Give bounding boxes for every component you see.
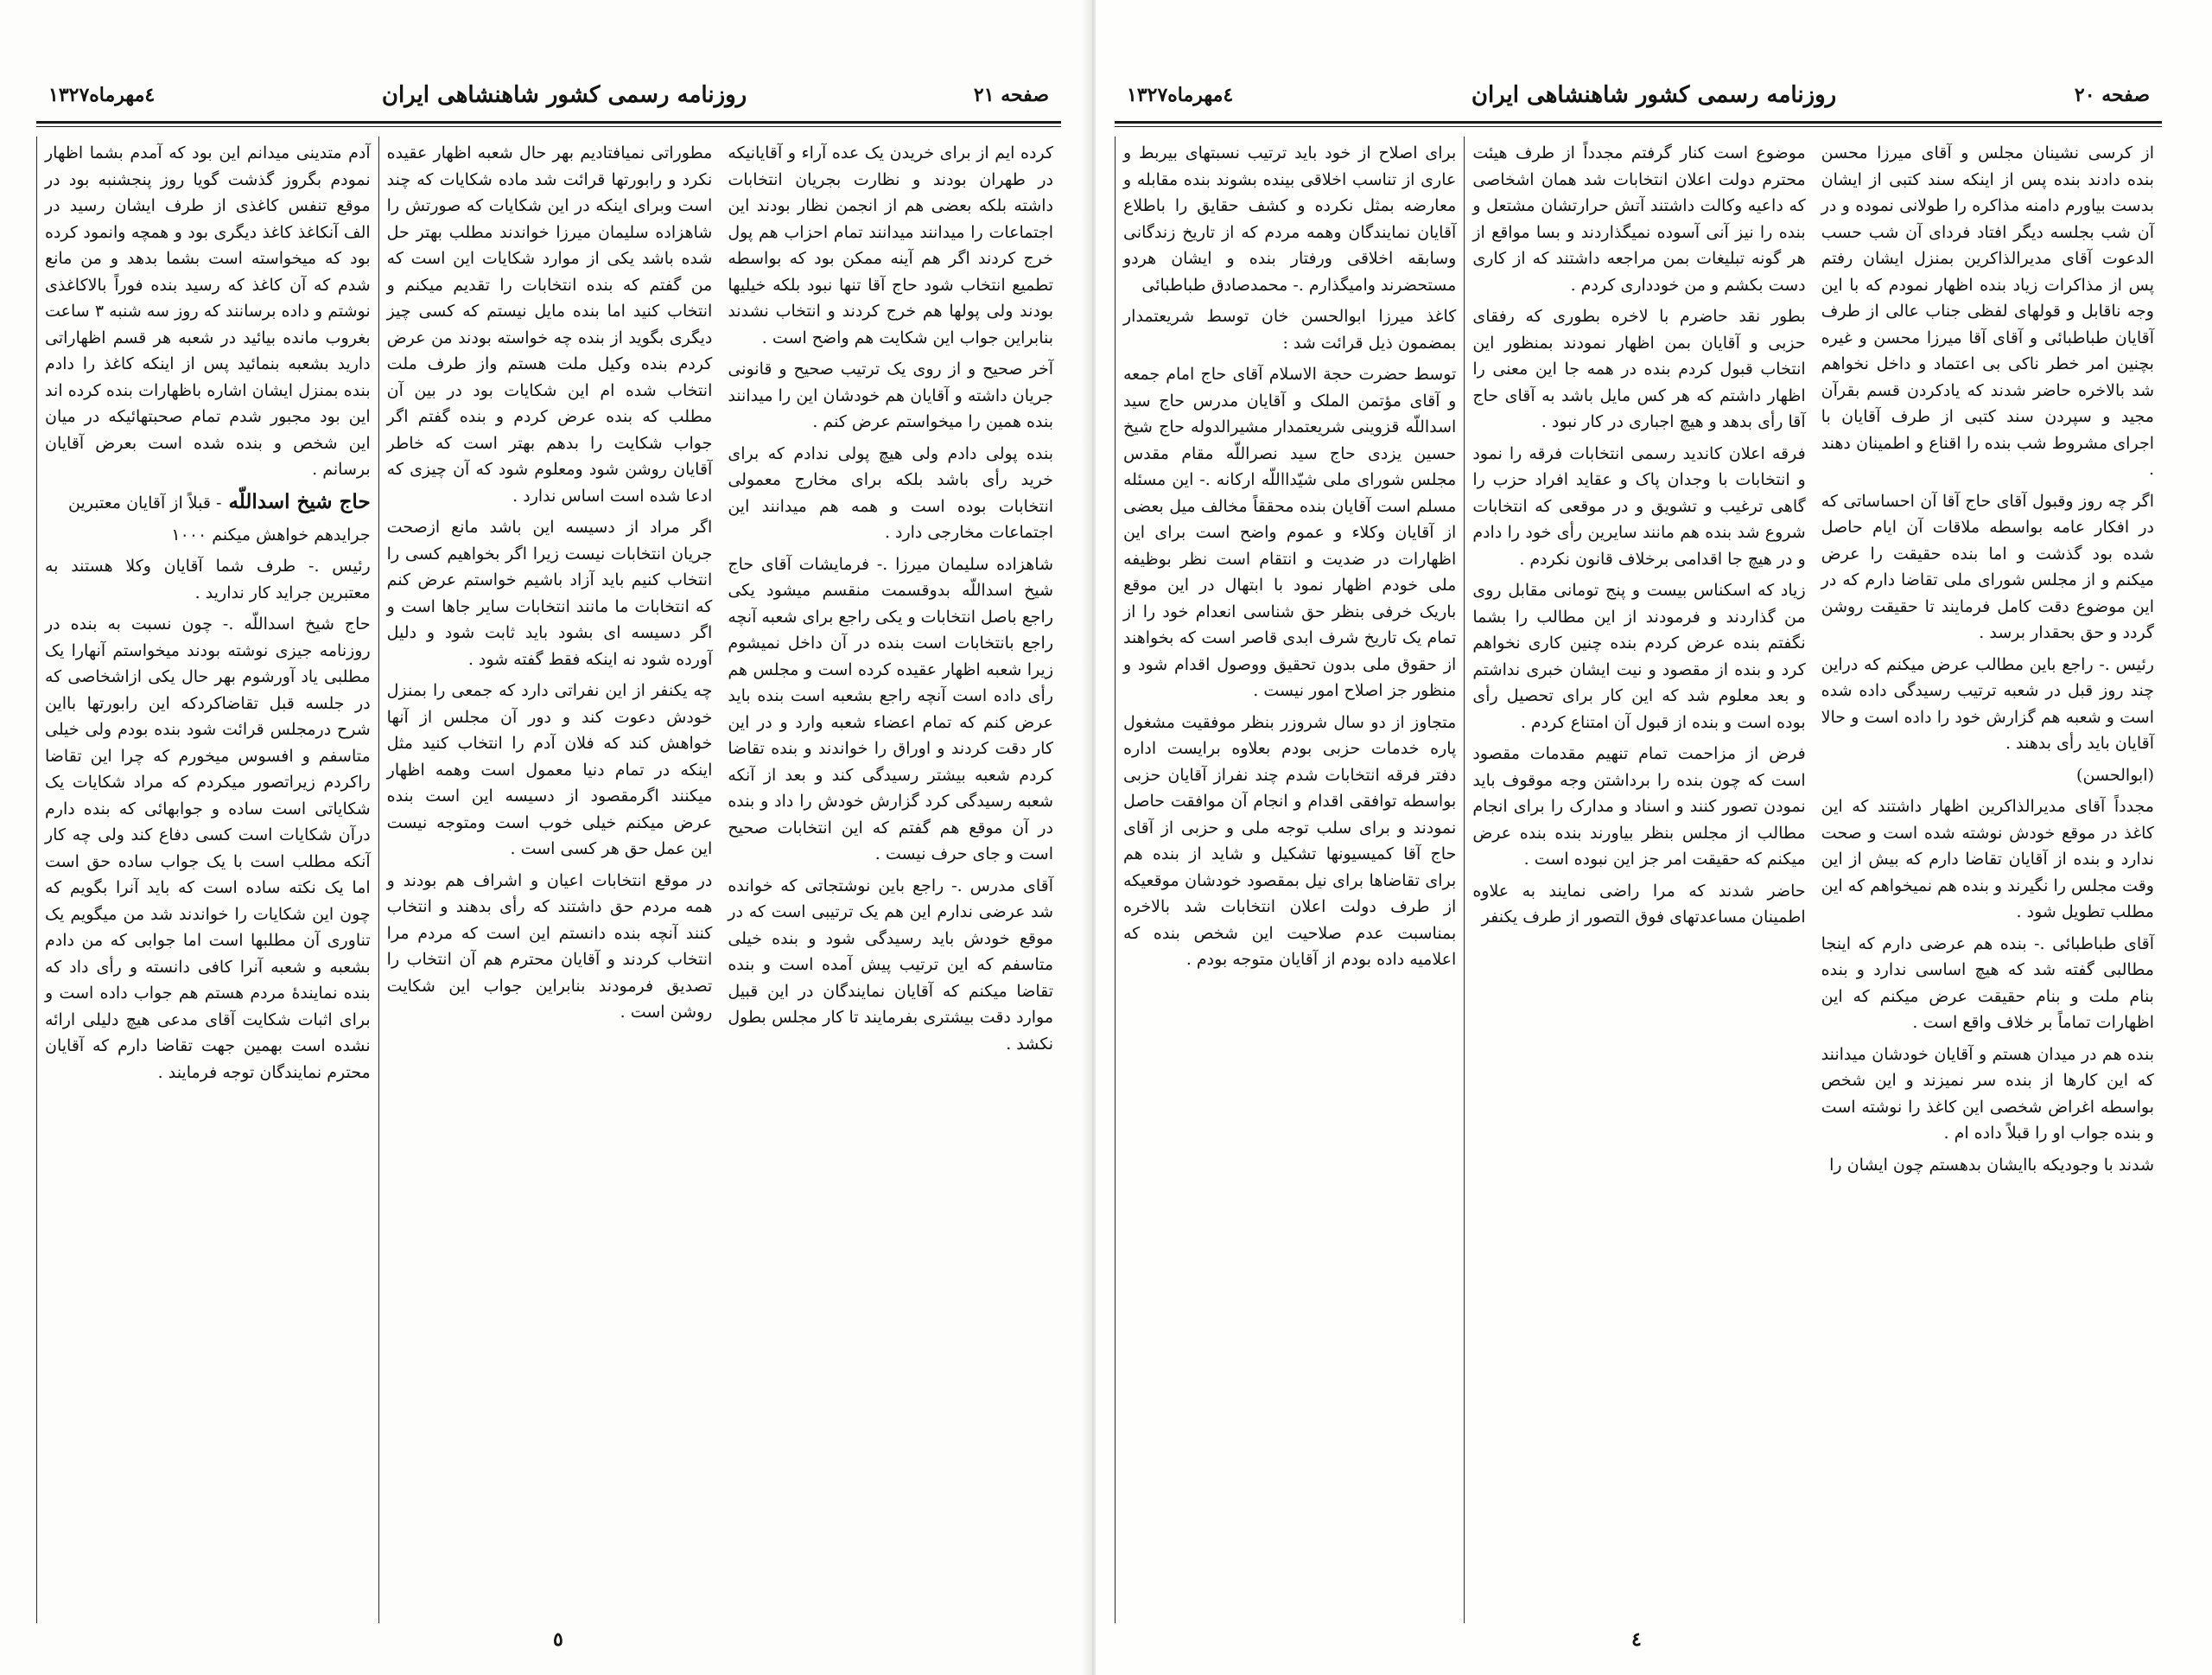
left-page-folio: ٥ (553, 1628, 563, 1651)
paragraph: رئیس .- طرف شما آقایان وکلا هستند به معتبرین جراید کار ندارید . (45, 557, 371, 602)
left-page-header (36, 71, 1061, 119)
paragraph: بطور نقد حاضرم با لاخره بطوری که رفقای حزبی و آقایان بمن اظهار نمودند بمنظور این انتخاب قبول کردم بنده در همه جا این معنی را اظهار داشتم که هر کس مایل باشد به آقای حاج آقا رأی بدهد و هیچ اجباری در کار نبود . (1472, 307, 1806, 431)
paragraph: اگر مراد از دسیسه این باشد مانع ازصحت جریان انتخابات نیست زیرا اگر بخواهیم کسی را انتخاب کنیم باید آزاد باشیم خواستم عرض کنم که انتخابات ما مانند انتخابات سایر جاها است و اگر دسیسه ای بشود باید ثابت شود و دلیل آورده شود نه اینکه فقط گفته شود . (386, 518, 713, 669)
paragraph: چه یکنفر از این نفراتی دارد که جمعی را بمنزل خودش دعوت کند و دور آن مجلس از آنها خواهش کند که فلان آدم را انتخاب کنید مثل اینکه در تمام دنیا معمول است وهمه اظهار میکنند اگرمقصود از دسیسه این است بنده عرض میکنم خیلی خوب است ومتوجه نیست این عمل حق هر کسی است . (386, 681, 713, 858)
paragraph: شدند با وجودیکه باایشان بدهستم چون ایشان را (1829, 1155, 2154, 1175)
speaker-heading (45, 488, 371, 517)
paragraph: زیاد که اسکناس بیست و پنج تومانی مقابل روی من گذاردند و فرمودند از این مطالب را بشما نگفتم بنده عرض کردم بنده چنین کاری نخواهم کرد و بنده از مقصود و نیت ایشان خبری نداشتم و بعد معلوم شد که این کار برای تحصیل رأی بوده است و بنده از قبول آن امتناع کردم . (1472, 581, 1806, 732)
right-page-folio: ٤ (1631, 1628, 1642, 1651)
paragraph: اگر چه روز وقبول آقای حاج آقا آن احساساتی که در افکار عامه بواسطه ملاقات آن ایام حاصل شده بود گذشت و اما بنده حقیقت را عرض میکنم و از مجلس شورای ملی تقاضا دارم که در این موضوع دقت کامل فرمایند تا حقیقت روشن گردد و حق بحقدار برسد . (1821, 491, 2154, 642)
paragraph: کاغذ میرزا ابوالحسن خان توسط شریعتمدار بمضمون ذیل قرائت شد : (1123, 307, 1457, 353)
paragraph: در موقع انتخابات اعیان و اشراف هم بودند و همه مردم حق داشتند که رأی بدهند و انتخاب کنند آنچه بنده دانستم این است که مردم مرا انتخاب کردند و آقایان محترم هم آن انتخاب را تصدیق فرمودند بنابراین جواب این شکایت روشن است . (386, 870, 713, 1022)
paragraph: موضوع است کنار گرفتم مجدداً از طرف هیئت محترم دولت اعلان انتخابات شد همان اشخاصی که داعیه وکالت داشتند آتش حرارتشان مشتعل و بنده را نیز آنی آسوده نمیگذاردند و بسا مواقع از هر گونه تبلیغات بمن مراجعه داشتند که از کاری دست بکشم و من خودداری کردم . (1472, 143, 1806, 295)
paragraph: از کرسی نشینان مجلس و آقای میرزا محسن بنده دادند بنده پس از اینکه سند کتبی از ایشان بدست بیاورم دامنه مذاکره را طولانی نموده و در آن شب بجلسه دیگر افتاد فردای آن شب حسب الدعوت آقای مدیرالذاکرین بمنزل ایشان رفتم پس از مذاکرات زیاد بنده اظهار نمودم که با این وجه ناقابل و قولهای لفظی جناب عالی از طرف آقایان طباطبائی و آقای آقا میرزا محسن و غیره بچنین امر خطر ناکی بی اعتماد و داخل نخواهم شد بالاخره حاضر شدند که یادکردن قسم بقرآن مجید و سپردن سند کتبی از طرف آقایان با اجرای مشروط شب بنده را اقناع و اطمینان دهند . (1821, 143, 2154, 479)
paragraph: جرایدهم خواهش میکنم ۱۰۰۰ (171, 525, 371, 545)
paragraph: حاضر شدند که مرا راضی نمایند به علاوه اطمینان مساعدتهای فوق التصور از طرف یکنفر (1472, 881, 1806, 927)
right-column-3 (1814, 137, 2162, 1623)
left-page (0, 0, 1090, 1675)
right-header-rule-thin (1115, 126, 2162, 127)
right-column-2 (1464, 137, 1813, 1623)
paragraph: آقای طباطبائی .- بنده هم عرضی دارم که اینجا مطالبی گفته شد که هیچ اساسی ندارد و بنده بنام ملت و بنام حقیقت عرض میکنم که این اظهارات تماماً بر خلاف واقع است . (1821, 933, 2154, 1032)
right-column-1 (1115, 137, 1464, 1623)
paragraph: متجاوز از دو سال شروزر بنظر موفقیت مشغول پاره خدمات حزبی بودم بعلاوه برایست اداره دفتر فرقه انتخابات شدم چند نفراز آقایان حزبی بواسطه توافقی اقدام و انجام آن موافقت حاصل نمودند و برای سلب توجه ملی و حزبی از آقای حاج آقا کمیسیونها تشکیل و شاید از بنده هم برای تقاضاها برای نیل بمقصود خودشان موقعیکه از طرف دولت اعلان انتخابات شد بالاخره بمناسبت عدم صلاحیت این شخص بنده که اعلامیه داده بودم از آقایان متوجه بودم . (1123, 712, 1457, 969)
paragraph: بنده هم در میدان هستم و آقایان خودشان میدانند که این کارها از بنده سر نمیزند و این شخص بواسطه اغراض شخصی این کاغذ را نوشته است و بنده جواب او را قبلاً داده ام . (1821, 1044, 2154, 1143)
left-header-title: روزنامه رسمی کشور شاهنشاهی ایران (381, 82, 747, 108)
paragraph: برای اصلاح از خود باید ترتیب نسبتهای بیربط و عاری از تناسب اخلاقی بینده بشوند بنده مقابله و معارضه بمثل نکرده و کشف حقایق را باطلاع آقایان نمایندگان وهمه مردم که از تاریخ زندگانی وسابقه اخلاقی ورفتار بنده و ایشان هردو مستحضرند وامیگذارم .- محمدصادق طباطبائی (1123, 143, 1457, 295)
right-page (1096, 0, 2212, 1675)
paragraph: فرقه اعلان کاندید رسمی انتخابات فرقه را نمود و انتخابات با وجدان پاک و عقاید افراد حزب را گاهی ترغیب و تشویق و در موقعی که انتخابات شروع شد بنده هم مانند سایرین رأی خود را دادم و در هیچ جا اقدامی برخلاف قانون نکردم . (1472, 443, 1806, 569)
left-column-1 (36, 137, 378, 1623)
right-header-rule (1115, 121, 2162, 124)
left-header-date: ٤مهرماه١٣٢٧ (48, 84, 156, 106)
paragraph: شاهزاده سلیمان میرزا .- فرمایشات آقای حاج شیخ اسداللّه بدوقسمت منقسم میشود یکی راجع باصل انتخابات و یکی راجع برای شعبه آنچه راجع بانتخابات است بنده در آن داخل نمیشوم زیرا شعبه اظهار عقیده کرده است و مجلس هم رأی داده است آنچه راجع بشعبه است بنده باید عرض کنم که تمام اعضاء شعبه وارد و در این کار دقت کردند و اوراق را خواندند و بنده تقاضا کردم شعبه بیشتر رسیدگی کند و بعد از آنکه شعبه رسیدگی کرد گزارش خودش را داد و بنده در آن موقع هم گفتم که این انتخابات صحیح است و جای حرف نیست . (728, 554, 1054, 863)
paragraph: مطوراتی نمیافتادیم بهر حال شعبه اظهار عقیده نکرد و رابورتها قرائت شد ماده شکایات که چند است وبرای اینکه در این شکایات که صورتش را شاهزاده سلیمان میرزا خواندند مطلب بهتر حل شده باشد یکی از موارد شکایات این است که من گفتم که بنده انتخابات را تقدیم میکنم و انتخاب کنید اما بنده مایل نیستم که کسی چیز دیگری بگوید از بنده چه خواسته بودند من عرض کردم بنده وکیل ملت هستم واز طرف ملت انتخاب شده ام این شکایات بود در بین آن مطلب که بنده عرض کردم و بنده گفتم اگر جواب شکایت را بدهم بهتر است که خاطر آقایان روشن شود ومعلوم شود که آن چیزی که ادعا شده است اساس ندارد . (386, 143, 713, 506)
paragraph: مجدداً آقای مدیرالذاکرین اظهار داشتند که این کاغذ در موقع خودش نوشته شده است و صحت ندارد و بنده از آقایان تقاضا دارم که بیش از این وقت مجلس را نگیرند و بنده هم نمیخواهم که این مطلب تطویل شود . (1821, 797, 2154, 921)
paragraph: رئیس .- راجع باین مطالب عرض میکنم که دراین چند روز قبل در شعبه ترتیب رسیدگی داده شده است و شعبه هم گزارش خود را داده است و حالا آقایان باید رأی بدهند . (1821, 654, 2154, 753)
right-columns (1115, 137, 2162, 1623)
left-header-rule-thin (36, 126, 1061, 127)
paragraph: بنده پولی دادم ولی هیچ پولی ندادم که برای خرید رأی باشد بلکه برای مخارج معمولی انتخابات بوده است و همه هم میدانند این اجتماعات مخارجی دارد . (728, 443, 1054, 542)
speaker-name: حاج شیخ اسداللّه (228, 489, 371, 513)
paragraph: آقای مدرس .- راجع باین نوشتجاتی که خوانده شد عرضی ندارم این هم یک ترتیبی است که در موقع خودش باید رسیدگی شود و بنده خیلی متاسفم که این ترتیب پیش آمده است و بنده تقاضا میکنم که آقایان نمایندگان در این قبیل موارد دقت بیشتری بفرمایند تا کار مجلس بطول نکشد . (728, 876, 1054, 1054)
left-columns (36, 137, 1061, 1623)
paragraph: فرض از مزاحمت تمام تنهیم مقدمات مقصود است که چون بنده را برداشتن وجه موقوف باید نمودن تصور کنند و اسناد و مدارک را برای انجام مطالب از مجلس بنظر بیاورند بنده بنده عرض میکنم که حقیقت امر جز این نبوده است . (1472, 744, 1806, 869)
right-page-header (1115, 71, 2162, 119)
paragraph: کرده ایم از برای خریدن یک عده آراء و آقایانیکه در طهران بودند و نظارت بجریان انتخابات داشته بلکه بعضی هم از انجمن نظار بودند این اجتماعات را میدانند میدانند تمام احزاب هم پول خرج کردند اگر هم آینه ممکن بود که بواسطه تطمیع انتخاب شود حاج آقا تنها نبود بلکه خیلیها بودند ولی پولها هم خرج کردند و انتخاب نشدند بنابراین جواب این شکایت هم واضح است . (728, 143, 1054, 347)
left-column-3 (720, 137, 1061, 1623)
left-header-page-label: صفحه ۲۱ (973, 84, 1049, 106)
right-header-title: روزنامه رسمی کشور شاهنشاهی ایران (1471, 82, 1837, 108)
speaker-heading-text: - قبلاً از آقایان معتبرین (68, 493, 222, 513)
signature-line: (ابوالحسن) (2076, 765, 2154, 785)
paragraph: آخر صحیح و از روی یک ترتیب صحیح و قانونی جریان داشته و آقایان هم خودشان این را میدانند بنده همین را میخواستم عرض کنم . (728, 360, 1054, 431)
paragraph: توسط حضرت حجة الاسلام آقای حاج امام جمعه و آقای مؤتمن الملک و آقایان مدرس حاج سید اسداللّه قزوینی شریعتمدار مشیرالدوله حاج شیخ حسین یزدی حاج سید نصراللّه مقام مقدس مجلس شورای ملی شیّدااللّه ارکانه .- این مسئله مسلم است آقایان بنده محققاً مخالف میل بعضی از آقایان وکلاء و عموم واضح است برای این اظهارات در ضدیت و انتقام است نظر بوظیفه ملی خودم اظهار نمود با ابتهال در این موقع باریک خرفی بنظر حق شناسی انعدام خود را از تمام یک تاریخ شرف ابدی قاصر است که بخواهند از حقوق ملی بدون تحقیق ووصول اقدام شود و منظور جز اصلاح امور نیست . (1123, 365, 1457, 700)
paragraph: آدم متدینی میدانم این بود که آمدم بشما اظهار نمودم بگروز گذشت گویا روز پنجشنبه بود در موقع تنفس کاغذی از طرف ایشان رسید در الف آنکاغذ کاغذ دیگری بود و همچه وانمود کرده بود که میخواسته است بشما بدهد و من مانع شدم که آن کاغذ که رسید بنده فوراً بالاکاغذی نوشتم و داده برسانند که روز سه شنبه ۳ ساعت بغروب مانده بیائید در شعبه هر قسم اظهاراتی دارید بشعبه بنمائید پس از اینکه کاغذ را دادم بنده بمنزل ایشان اشاره باظهارات بنده کرده اند این بود مجبور شدم تمام صحبتهائیکه در میان این شخص و بنده شده است بعرض آقایان برسانم . (45, 143, 371, 479)
left-column-2 (378, 137, 721, 1623)
right-header-page-label: صفحه ۲۰ (2074, 84, 2150, 106)
left-header-rule (36, 121, 1061, 124)
right-header-date: ٤مهرماه١٣٢٧ (1127, 84, 1234, 106)
paragraph: حاج شیخ اسداللّه .- چون نسبت به بنده در روزنامه جیزی نوشته بودند میخواستم آنهارا یک مطلبی یاد آورشوم بهر حال یکی ازاشخاصی که در جلسه قبل تقاضاکردکه این رابورتها بااین شرح درمجلس قرائت شود بنده بودم ولی خیلی متاسفم و افسوس میخورم که چرا این تقاضا راکردم زیراتصور میکردم که مراد شکایات یک شکایاتی است ساده و جوابهائی که بنده دارم درآن شکایات است کسی دفاع کند ولی چه کار آنکه مطلب است با یک جواب ساده حق است اما یک نکته ساده است که باید آنرا بگویم که چون این شکایات را خواندند شد من میگویم یک تناوری آن مطلبها است اما جوابی که من دادم بشعبه و شعبه آنرا کافی دانسته و رأی داد که بنده نمایندهٔ مردم هستم هم جواب داده است و برای اثبات شکایت آقای مدعی هیچ دلیلی ارائه نشده است بهمین جهت تقاضا دارم که آقایان محترم نمایندگان توجه فرمایند . (45, 615, 371, 1082)
